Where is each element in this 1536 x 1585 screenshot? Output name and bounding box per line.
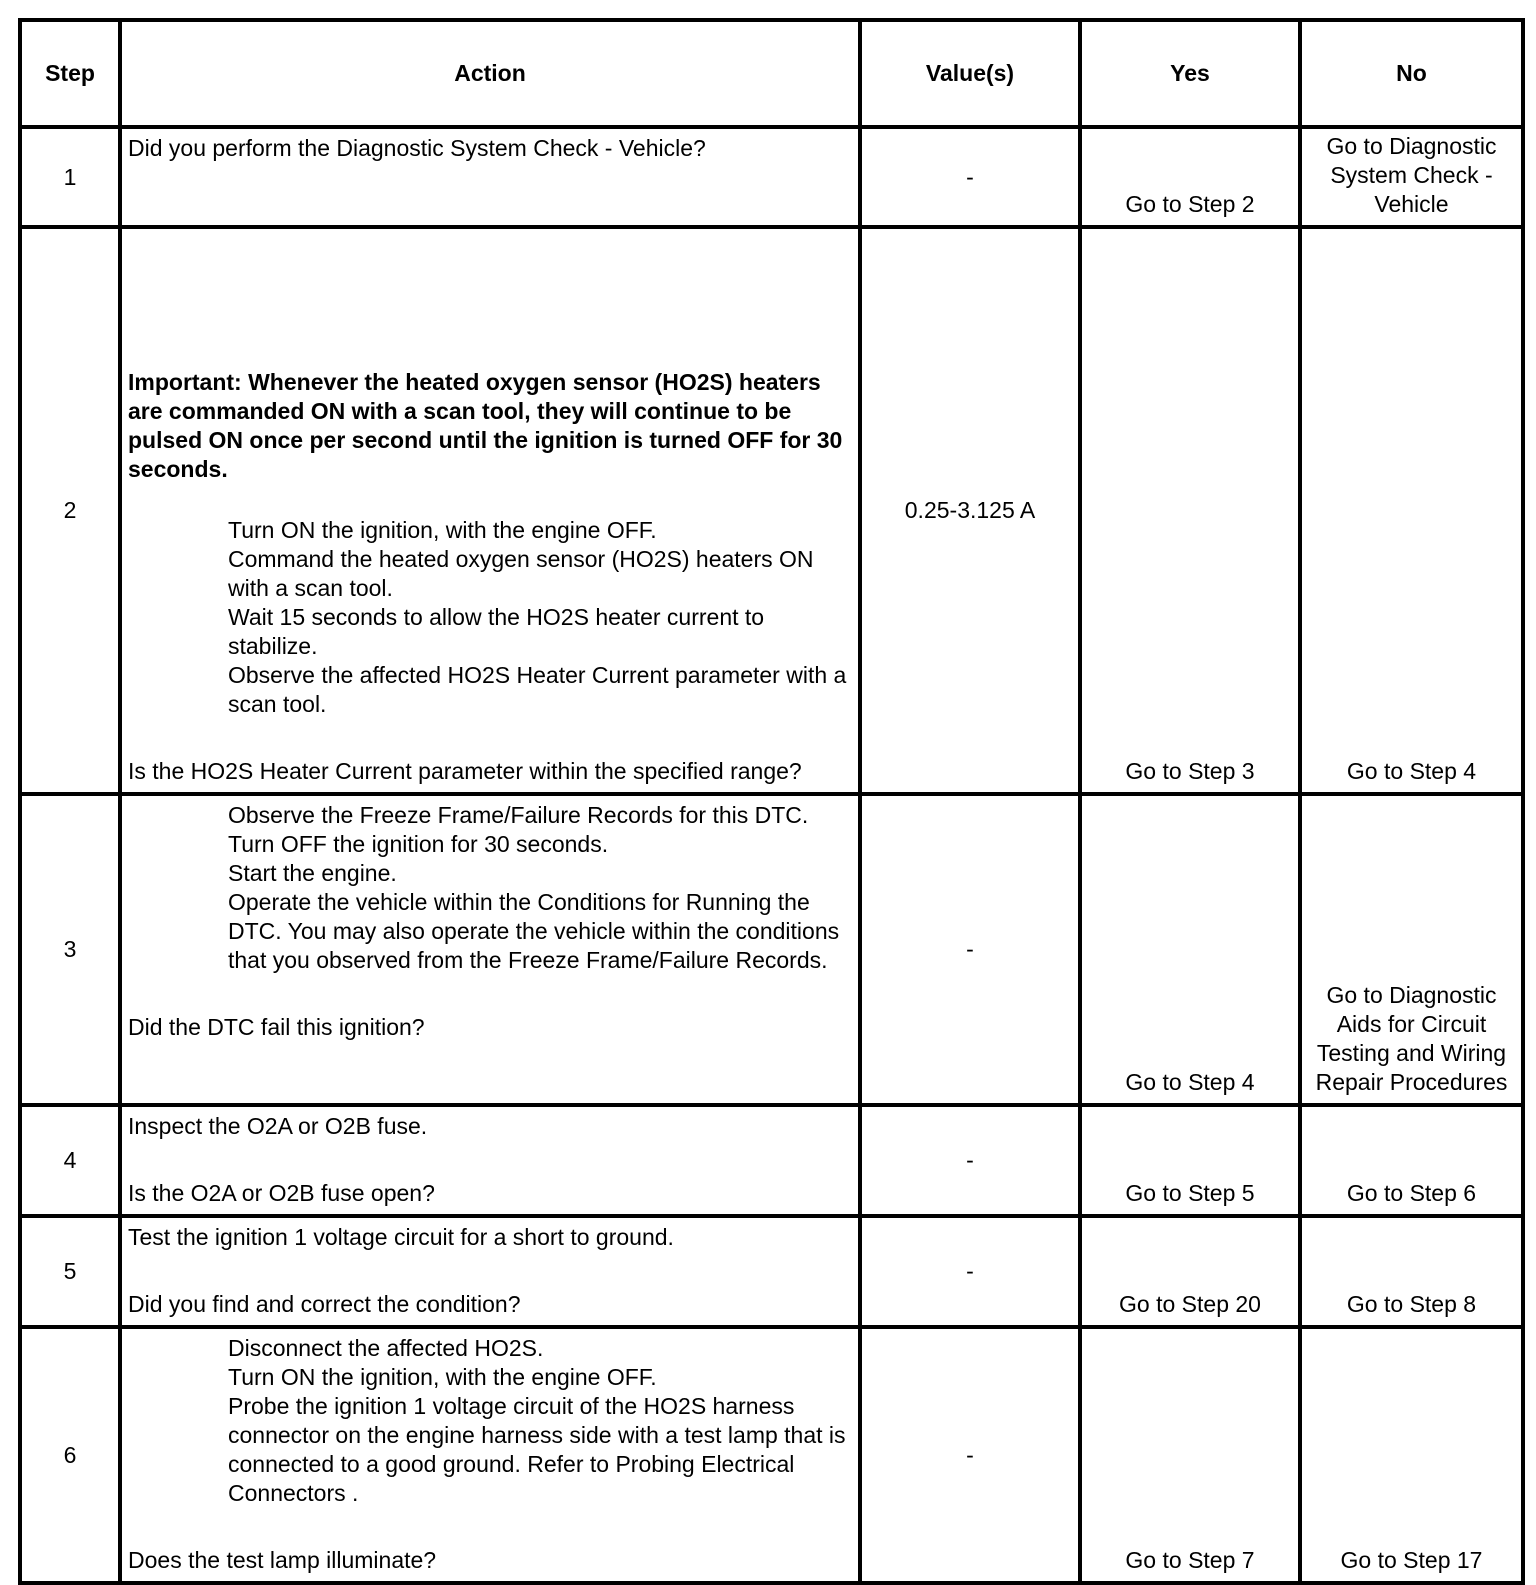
- value-cell: -: [860, 794, 1080, 1105]
- value-cell: -: [860, 1216, 1080, 1327]
- step-number: 3: [20, 794, 120, 1105]
- question-text: Is the O2A or O2B fuse open?: [128, 1180, 435, 1206]
- value-cell: -: [860, 1327, 1080, 1583]
- header-action: Action: [120, 20, 860, 127]
- substep: Turn OFF the ignition for 30 seconds.: [228, 831, 609, 857]
- no-cell: Go to Diagnostic System Check - Vehicle: [1300, 127, 1523, 227]
- yes-cell: Go to Step 5: [1080, 1105, 1300, 1216]
- question-text: Did the DTC fail this ignition?: [128, 1014, 425, 1040]
- no-cell: Go to Step 4: [1300, 227, 1523, 794]
- substep: Command the heated oxygen sensor (HO2S) heaters ON with a scan tool.: [228, 546, 814, 601]
- important-note: Important: Whenever the heated oxygen sensor (HO2S) heaters are commanded ON with a scan tool, they will continue to be pulsed ON once per second until the ignition is turned OFF for 30 seconds.: [128, 369, 843, 482]
- action-cell: [120, 794, 860, 1105]
- instruction-text: Inspect the O2A or O2B fuse.: [128, 1113, 428, 1139]
- instruction-text: Test the ignition 1 voltage circuit for a short to ground.: [128, 1224, 674, 1250]
- table-row: [20, 227, 1523, 794]
- yes-cell: Go to Step 2: [1080, 127, 1300, 227]
- action-cell: [120, 1327, 860, 1583]
- table-row: [20, 794, 1523, 1105]
- table-row: [20, 1216, 1523, 1327]
- no-cell: Go to Step 8: [1300, 1216, 1523, 1327]
- header-yes: Yes: [1080, 20, 1300, 127]
- no-cell: Go to Diagnostic Aids for Circuit Testing and Wiring Repair Procedures: [1300, 794, 1523, 1105]
- value-cell: -: [860, 127, 1080, 227]
- step-number: 5: [20, 1216, 120, 1327]
- step-number: 1: [20, 127, 120, 227]
- substep: Turn ON the ignition, with the engine OFF.: [228, 1364, 657, 1390]
- substep: Observe the affected HO2S Heater Current parameter with a scan tool.: [228, 662, 847, 717]
- substep: Start the engine.: [228, 860, 397, 886]
- action-cell: [120, 127, 860, 227]
- action-cell: [120, 227, 860, 794]
- table-row: [20, 1327, 1523, 1583]
- step-number: 6: [20, 1327, 120, 1583]
- question-text: Is the HO2S Heater Current parameter within the specified range?: [128, 758, 802, 784]
- question-text: Did you find and correct the condition?: [128, 1291, 521, 1317]
- action-cell: [120, 1216, 860, 1327]
- yes-cell: Go to Step 7: [1080, 1327, 1300, 1583]
- step-number: 2: [20, 227, 120, 794]
- value-cell: 0.25-3.125 A: [860, 227, 1080, 794]
- question-text: Does the test lamp illuminate?: [128, 1547, 437, 1573]
- table-row: [20, 127, 1523, 227]
- no-cell: Go to Step 6: [1300, 1105, 1523, 1216]
- substep: Observe the Freeze Frame/Failure Records for this DTC.: [228, 802, 809, 828]
- value-cell: -: [860, 1105, 1080, 1216]
- substep: Disconnect the affected HO2S.: [228, 1335, 544, 1361]
- substep: Turn ON the ignition, with the engine OFF.: [228, 517, 657, 543]
- header-row: [20, 20, 1523, 127]
- header-values: Value(s): [860, 20, 1080, 127]
- header-step: Step: [20, 20, 120, 127]
- table-row: [20, 1105, 1523, 1216]
- yes-cell: Go to Step 4: [1080, 794, 1300, 1105]
- no-cell: Go to Step 17: [1300, 1327, 1523, 1583]
- action-cell: [120, 1105, 860, 1216]
- diagnostic-table: [18, 18, 1525, 1585]
- substep: Probe the ignition 1 voltage circuit of the HO2S harness connector on the engine harness side with a test lamp that is connected to a good ground. Refer to Probing Electrical Connectors .: [228, 1393, 846, 1506]
- header-no: No: [1300, 20, 1523, 127]
- action-text: Did you perform the Diagnostic System Check - Vehicle?: [128, 135, 706, 161]
- yes-cell: Go to Step 20: [1080, 1216, 1300, 1327]
- substep: Operate the vehicle within the Conditions for Running the DTC. You may also operate the vehicle within the conditions that you observed from the Freeze Frame/Failure Records.: [228, 889, 840, 973]
- yes-cell: Go to Step 3: [1080, 227, 1300, 794]
- substep: Wait 15 seconds to allow the HO2S heater current to stabilize.: [228, 604, 765, 659]
- step-number: 4: [20, 1105, 120, 1216]
